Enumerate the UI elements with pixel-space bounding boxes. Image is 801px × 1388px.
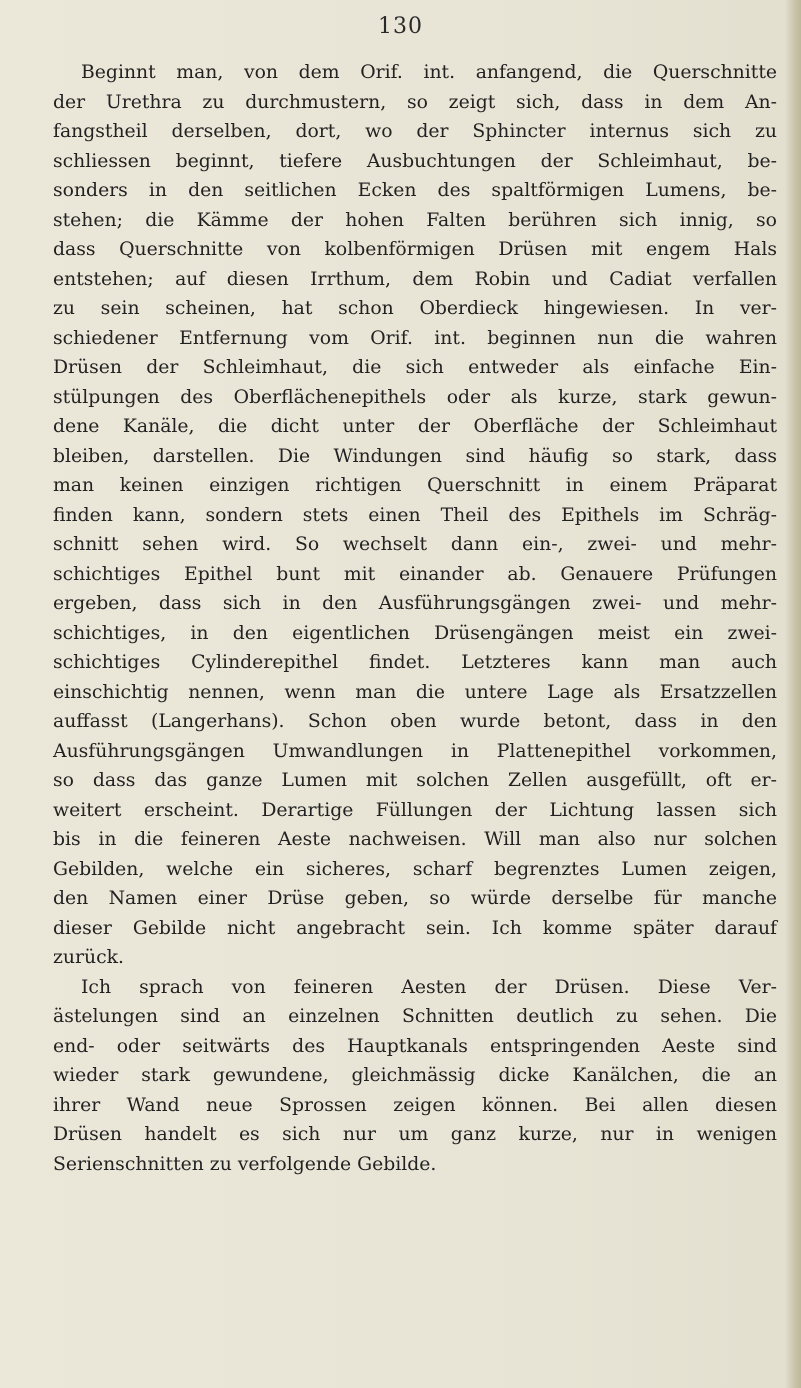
text-line: Drüsen der Schleimhaut, die sich entweder als einfache Ein- xyxy=(53,357,777,378)
text-line: ergeben, dass sich in den Ausführungsgängen zwei- und mehr- xyxy=(53,593,777,614)
text-line: stülpungen des Oberflächenepithels oder als kurze, stark gewun- xyxy=(53,386,777,408)
text-line: schichtiges, in den eigentlichen Drüsengängen meist ein zwei- xyxy=(53,622,777,644)
text-line: zu sein scheinen, hat schon Oberdieck hingewiesen. In ver- xyxy=(53,298,777,319)
text-line: Serienschnitten zu verfolgende Gebilde. xyxy=(53,1153,437,1175)
text-line: entstehen; auf diesen Irrthum, dem Robin und Cadiat verfallen xyxy=(53,268,777,290)
text-line: dene Kanäle, die dicht unter der Oberfläche der Schleimhaut xyxy=(53,416,777,437)
text-line: so dass das ganze Lumen mit solchen Zellen ausgefüllt, oft er- xyxy=(53,770,777,791)
text-line: auffasst (Langerhans). Schon oben wurde betont, dass in den xyxy=(53,711,777,732)
text-line: man keinen einzigen richtigen Querschnitt in einem Präparat xyxy=(53,475,777,496)
text-line: der Urethra zu durchmustern, so zeigt sich, dass in dem An- xyxy=(53,91,777,113)
text-line: bleiben, darstellen. Die Windungen sind häufig so stark, dass xyxy=(53,445,777,467)
text-line: dass Querschnitte von kolbenförmigen Drüsen mit engem Hals xyxy=(53,239,777,260)
text-line: schiedener Entfernung vom Orif. int. beginnen nun die wahren xyxy=(53,327,777,349)
text-line: Ausführungsgängen Umwandlungen in Plattenepithel vorkommen, xyxy=(53,740,777,762)
text-line: Ich sprach von feineren Aesten der Drüsen. Diese Ver- xyxy=(81,976,777,998)
text-line: bis in die feineren Aeste nachweisen. Will man also nur solchen xyxy=(53,829,777,850)
text-line: sonders in den seitlichen Ecken des spaltförmigen Lumens, be- xyxy=(53,180,777,201)
text-line: schliessen beginnt, tiefere Ausbuchtungen der Schleimhaut, be- xyxy=(53,150,777,172)
text-line: den Namen einer Drüse geben, so würde derselbe für manche xyxy=(53,888,777,909)
page-edge-shadow xyxy=(785,0,801,1388)
body-text xyxy=(53,58,777,1179)
text-line: einschichtig nennen, wenn man die untere Lage als Ersatzzellen xyxy=(53,681,777,703)
text-line: weitert erscheint. Derartige Füllungen der Lichtung lassen sich xyxy=(53,799,777,821)
text-line: end- oder seitwärts des Hauptkanals entspringenden Aeste sind xyxy=(53,1035,777,1057)
text-line: stehen; die Kämme der hohen Falten berühren sich innig, so xyxy=(53,209,777,231)
text-line: schichtiges Cylinderepithel findet. Letzteres kann man auch xyxy=(53,652,777,673)
text-line: ästelungen sind an einzelnen Schnitten deutlich zu sehen. Die xyxy=(53,1006,777,1027)
text-line: zurück. xyxy=(53,947,124,968)
text-line: schnitt sehen wird. So wechselt dann ein-, zwei- und mehr- xyxy=(53,534,777,555)
text-line: Drüsen handelt es sich nur um ganz kurze, nur in wenigen xyxy=(53,1124,777,1145)
text-line: dieser Gebilde nicht angebracht sein. Ich komme später darauf xyxy=(53,917,777,939)
text-line: finden kann, sondern stets einen Theil des Epithels im Schräg- xyxy=(53,504,777,526)
text-line: ihrer Wand neue Sprossen zeigen können. Bei allen diesen xyxy=(53,1094,777,1116)
text-line: fangstheil derselben, dort, wo der Sphincter internus sich zu xyxy=(53,121,777,142)
text-line: schichtiges Epithel bunt mit einander ab. Genauere Prüfungen xyxy=(53,563,777,585)
text-line: wieder stark gewundene, gleichmässig dicke Kanälchen, die an xyxy=(53,1065,777,1086)
text-line: Gebilden, welche ein sicheres, scharf begrenztes Lumen zeigen, xyxy=(53,858,777,880)
text-line: Beginnt man, von dem Orif. int. anfangend, die Querschnitte xyxy=(81,62,777,83)
page-number: 130 xyxy=(378,14,423,39)
